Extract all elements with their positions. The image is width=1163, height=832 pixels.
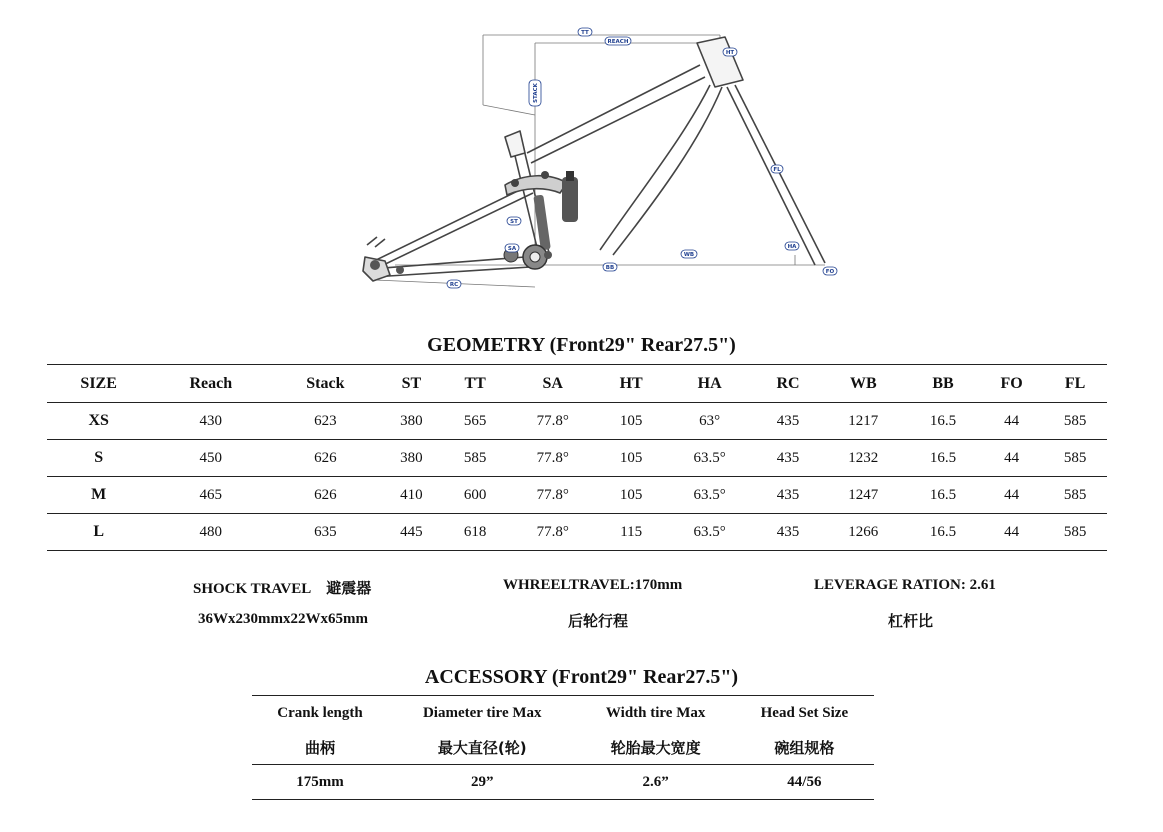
geometry-col-header: Stack xyxy=(271,365,379,403)
geometry-cell: 585 xyxy=(443,440,507,477)
label-stack xyxy=(529,80,541,106)
geometry-cell: 623 xyxy=(271,403,379,440)
geometry-row xyxy=(47,477,1107,514)
svg-text:BB: BB xyxy=(605,265,615,271)
accessory-header-cn-cell: 曲柄 xyxy=(252,730,388,765)
accessory-header-en xyxy=(252,696,874,731)
accessory-table xyxy=(252,695,874,800)
geometry-cell: 600 xyxy=(443,477,507,514)
accessory-header-cn-cell: 轮胎最大宽度 xyxy=(577,730,735,765)
geometry-cell: 626 xyxy=(271,440,379,477)
geometry-size-cell: XS xyxy=(47,403,150,440)
geometry-cell: 16.5 xyxy=(906,477,980,514)
accessory-values-row xyxy=(252,765,874,800)
shock-travel-cn: 避震器 xyxy=(326,579,372,597)
geometry-cell: 435 xyxy=(755,477,820,514)
geometry-cell: 77.8° xyxy=(507,514,598,551)
geometry-cell: 77.8° xyxy=(507,477,598,514)
geometry-cell: 430 xyxy=(150,403,271,440)
frame-tubes xyxy=(363,37,825,281)
geometry-cell: 480 xyxy=(150,514,271,551)
svg-text:SA: SA xyxy=(507,246,517,252)
geometry-cell: 105 xyxy=(598,440,664,477)
geometry-cell: 435 xyxy=(755,403,820,440)
geometry-row xyxy=(47,440,1107,477)
geometry-cell: 1217 xyxy=(821,403,906,440)
shock-travel-en: SHOCK TRAVEL xyxy=(193,581,312,597)
accessory-header-en-cell: Head Set Size xyxy=(735,696,874,731)
geometry-size-cell: M xyxy=(47,477,150,514)
dimension-labels xyxy=(447,28,837,288)
accessory-header-cn-cell: 碗组规格 xyxy=(735,730,874,765)
geometry-header-row xyxy=(47,365,1107,403)
geometry-cell: 105 xyxy=(598,477,664,514)
geometry-col-header: TT xyxy=(443,365,507,403)
geometry-cell: 618 xyxy=(443,514,507,551)
accessory-header-cn-cell: 最大直径(轮) xyxy=(388,730,577,765)
accessory-header-en-cell: Width tire Max xyxy=(577,696,735,731)
geometry-cell: 77.8° xyxy=(507,440,598,477)
geometry-cell: 435 xyxy=(755,514,820,551)
accessory-header-en-cell: Crank length xyxy=(252,696,388,731)
label-sa xyxy=(505,244,519,252)
geometry-cell: 565 xyxy=(443,403,507,440)
leverage-ratio-label: LEVERAGE RATION: 2.61 xyxy=(814,577,996,593)
label-ht xyxy=(723,48,737,56)
geometry-col-header: RC xyxy=(755,365,820,403)
geometry-cell: 63.5° xyxy=(664,514,755,551)
label-ha xyxy=(785,242,799,250)
wheel-travel-label: WHREELTRAVEL:170mm xyxy=(503,577,683,593)
wheel-travel-cn: 后轮行程 xyxy=(568,614,629,630)
geometry-cell: 63.5° xyxy=(664,477,755,514)
geometry-cell: 450 xyxy=(150,440,271,477)
geometry-cell: 626 xyxy=(271,477,379,514)
label-bb xyxy=(603,263,617,271)
geometry-col-header: FL xyxy=(1043,365,1107,403)
geometry-cell: 44 xyxy=(980,440,1043,477)
geometry-cell: 1232 xyxy=(821,440,906,477)
geometry-cell: 1247 xyxy=(821,477,906,514)
shock-travel-value: 36Wx230mmx22Wx65mm xyxy=(198,611,368,627)
geometry-cell: 585 xyxy=(1043,403,1107,440)
svg-text:TT: TT xyxy=(581,30,589,36)
geometry-cell: 16.5 xyxy=(906,514,980,551)
geometry-cell: 105 xyxy=(598,403,664,440)
geometry-cell: 445 xyxy=(380,514,444,551)
label-tt xyxy=(578,28,592,36)
svg-text:FO: FO xyxy=(825,269,835,275)
geometry-cell: 635 xyxy=(271,514,379,551)
label-reach xyxy=(605,37,631,45)
accessory-value-cell: 29” xyxy=(388,765,577,800)
geometry-col-header: WB xyxy=(821,365,906,403)
geometry-cell: 44 xyxy=(980,403,1043,440)
geometry-cell: 77.8° xyxy=(507,403,598,440)
svg-text:STACK: STACK xyxy=(533,83,539,103)
geometry-col-header: BB xyxy=(906,365,980,403)
geometry-cell: 16.5 xyxy=(906,440,980,477)
geometry-row xyxy=(47,403,1107,440)
geometry-cell: 1266 xyxy=(821,514,906,551)
geometry-cell: 585 xyxy=(1043,477,1107,514)
svg-text:WB: WB xyxy=(683,252,695,258)
frame-geometry-diagram xyxy=(355,25,845,300)
svg-text:HT: HT xyxy=(725,50,735,56)
geometry-cell: 380 xyxy=(380,403,444,440)
geometry-cell: 585 xyxy=(1043,514,1107,551)
svg-text:REACH: REACH xyxy=(607,39,629,45)
geometry-col-header: ST xyxy=(380,365,444,403)
geometry-col-header: SIZE xyxy=(47,365,150,403)
accessory-title: ACCESSORY (Front29" Rear27.5") xyxy=(424,666,739,688)
geometry-cell: 380 xyxy=(380,440,444,477)
geometry-cell: 465 xyxy=(150,477,271,514)
geometry-col-header: HT xyxy=(598,365,664,403)
accessory-header-en-cell: Diameter tire Max xyxy=(388,696,577,731)
label-st xyxy=(507,217,521,225)
geometry-col-header: Reach xyxy=(150,365,271,403)
geometry-col-header: FO xyxy=(980,365,1043,403)
label-rc xyxy=(447,280,461,288)
leverage-ratio-cn: 杠杆比 xyxy=(888,614,934,630)
label-wb xyxy=(681,250,697,258)
accessory-header-cn xyxy=(252,730,874,765)
label-fo xyxy=(823,267,837,275)
geometry-body xyxy=(47,403,1107,551)
accessory-value-cell: 175mm xyxy=(252,765,388,800)
geometry-cell: 44 xyxy=(980,514,1043,551)
geometry-table xyxy=(47,364,1107,551)
geometry-cell: 16.5 xyxy=(906,403,980,440)
shock-travel-label xyxy=(193,577,371,598)
svg-text:HA: HA xyxy=(787,244,797,250)
geometry-cell: 435 xyxy=(755,440,820,477)
geometry-cell: 410 xyxy=(380,477,444,514)
accessory-value-cell: 44/56 xyxy=(735,765,874,800)
geometry-title: GEOMETRY (Front29" Rear27.5") xyxy=(427,334,736,356)
accessory-value-cell: 2.6” xyxy=(577,765,735,800)
geometry-col-header: SA xyxy=(507,365,598,403)
geometry-row xyxy=(47,514,1107,551)
geometry-cell: 115 xyxy=(598,514,664,551)
geometry-cell: 585 xyxy=(1043,440,1107,477)
geometry-cell: 44 xyxy=(980,477,1043,514)
svg-text:ST: ST xyxy=(510,219,518,225)
svg-text:RC: RC xyxy=(449,282,459,288)
geometry-cell: 63° xyxy=(664,403,755,440)
geometry-size-cell: S xyxy=(47,440,150,477)
svg-text:FL: FL xyxy=(773,167,781,173)
label-fl xyxy=(771,165,783,173)
geometry-cell: 63.5° xyxy=(664,440,755,477)
geometry-size-cell: L xyxy=(47,514,150,551)
geometry-col-header: HA xyxy=(664,365,755,403)
